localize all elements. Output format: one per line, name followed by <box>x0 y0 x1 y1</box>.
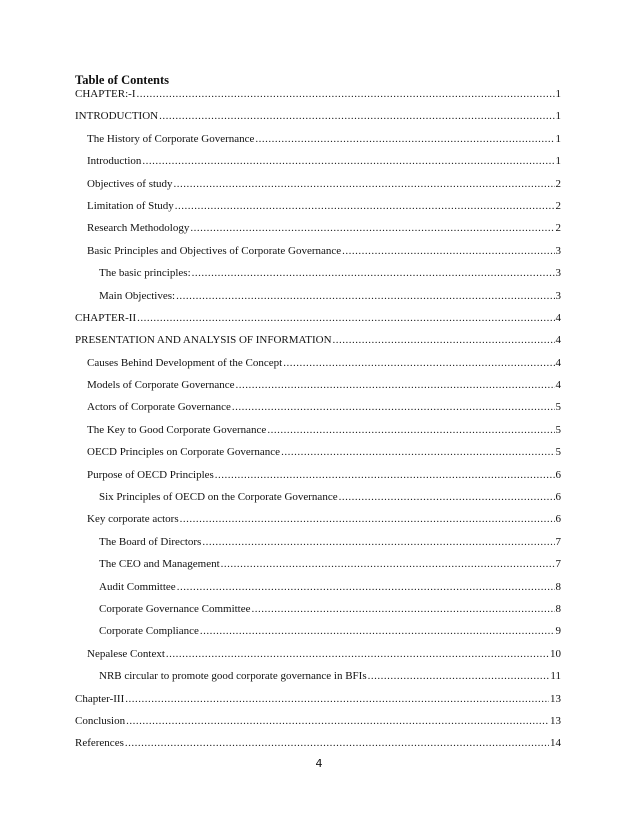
toc-entry-label: CHAPTER-II <box>75 311 137 324</box>
toc-entry-label: Audit Committee <box>99 580 176 593</box>
toc-entry[interactable] <box>75 714 561 736</box>
toc-entry-label: The History of Corporate Governance <box>87 132 255 145</box>
toc-entry-label: OECD Principles on Corporate Governance <box>87 446 281 459</box>
toc-dot-leader <box>142 154 554 168</box>
toc-entry-label: Objectives of study <box>87 177 173 190</box>
toc-dot-leader <box>200 624 555 638</box>
toc-dot-leader <box>166 647 549 661</box>
toc-entry-page: 2 <box>555 177 561 190</box>
toc-entry[interactable] <box>75 736 561 758</box>
toc-entry-page: 5 <box>555 446 561 459</box>
toc-dot-leader <box>137 311 554 325</box>
toc-entry-page: 2 <box>555 222 561 235</box>
toc-dot-leader <box>281 445 554 459</box>
toc-entry-label: PRESENTATION AND ANALYSIS OF INFORMATION <box>75 334 332 347</box>
toc-entry-label: The Key to Good Corporate Governance <box>87 423 267 436</box>
toc-entry[interactable] <box>75 221 561 243</box>
toc-entry-page: 3 <box>555 289 561 302</box>
page-number: 4 <box>315 757 323 770</box>
toc-dot-leader <box>342 244 554 258</box>
toc-dot-leader <box>137 87 555 101</box>
toc-entry-label: The CEO and Management <box>99 558 220 571</box>
toc-entry-label: CHAPTER:-I <box>75 88 136 100</box>
toc-dot-leader <box>267 423 554 437</box>
toc-entry[interactable] <box>75 557 561 579</box>
toc-dot-leader <box>368 669 550 683</box>
toc-entry-page: 10 <box>550 647 561 660</box>
toc-entry-label: INTRODUCTION <box>75 110 159 123</box>
toc-entry[interactable] <box>75 244 561 266</box>
toc-entry[interactable] <box>75 647 561 669</box>
toc-entry-label: Main Objectives: <box>99 289 176 302</box>
toc-entry-page: 1 <box>555 110 561 123</box>
toc-entry-page: 14 <box>550 737 561 750</box>
toc-entry-label: Causes Behind Development of the Concept <box>87 356 283 369</box>
toc-entry[interactable] <box>75 669 561 691</box>
toc-entry-page: 4 <box>555 379 561 392</box>
toc-entry-label: NRB circular to promote good corporate governance in BFIs <box>99 670 367 683</box>
toc-entry[interactable] <box>75 109 561 131</box>
toc-entry[interactable] <box>75 154 561 176</box>
toc-entry-label: Key corporate actors <box>87 513 179 526</box>
toc-dot-leader <box>255 132 554 146</box>
toc-dot-leader <box>283 356 554 370</box>
toc-dot-leader <box>333 333 555 347</box>
toc-entry[interactable] <box>75 535 561 557</box>
toc-dot-leader <box>252 602 555 616</box>
toc-dot-leader <box>180 512 555 526</box>
toc-entry-page: 1 <box>555 155 561 168</box>
toc-entry-label: Nepalese Context <box>87 647 165 660</box>
toc-entry-page: 4 <box>555 311 561 324</box>
toc-entry-label: Corporate Compliance <box>99 625 199 638</box>
toc-entry-label: Introduction <box>87 155 142 168</box>
toc-dot-leader <box>176 289 554 303</box>
toc-entry-label: Six Principles of OECD on the Corporate Governance <box>99 491 338 504</box>
toc-entry-page: 6 <box>555 491 561 504</box>
toc-dot-leader <box>202 535 554 549</box>
table-of-contents <box>75 87 561 759</box>
toc-entry[interactable] <box>75 378 561 400</box>
toc-dot-leader <box>126 714 549 728</box>
toc-dot-leader <box>190 221 554 235</box>
toc-dot-leader <box>221 557 555 571</box>
toc-dot-leader <box>232 400 555 414</box>
toc-entry-label: Limitation of Study <box>87 199 174 212</box>
toc-entry[interactable] <box>75 445 561 467</box>
toc-entry-page: 8 <box>555 580 561 593</box>
toc-title: Table of Contents <box>75 73 169 87</box>
toc-entry-label: Models of Corporate Governance <box>87 379 235 392</box>
toc-entry[interactable] <box>75 400 561 422</box>
toc-dot-leader <box>236 378 555 392</box>
toc-entry-page: 1 <box>555 88 561 100</box>
toc-entry-page: 5 <box>555 401 561 414</box>
toc-entry[interactable] <box>75 490 561 512</box>
toc-entry-page: 5 <box>555 423 561 436</box>
toc-entry[interactable] <box>75 468 561 490</box>
toc-entry-page: 3 <box>555 244 561 257</box>
toc-entry[interactable] <box>75 87 561 109</box>
toc-dot-leader <box>192 266 555 280</box>
toc-entry-page: 3 <box>555 267 561 280</box>
toc-entry[interactable] <box>75 602 561 624</box>
toc-entry-page: 6 <box>555 513 561 526</box>
toc-entry[interactable] <box>75 177 561 199</box>
toc-entry-label: Chapter-III <box>75 692 125 705</box>
toc-dot-leader <box>125 736 549 750</box>
toc-entry-page: 9 <box>555 625 561 638</box>
toc-entry-label: Conclusion <box>75 714 126 727</box>
toc-entry-page: 1 <box>555 132 561 145</box>
toc-entry[interactable] <box>75 311 561 333</box>
toc-entry-label: Basic Principles and Objectives of Corporate Governance <box>87 244 342 257</box>
toc-dot-leader <box>159 109 554 123</box>
toc-entry[interactable] <box>75 266 561 288</box>
toc-dot-leader <box>175 199 555 213</box>
toc-entry[interactable] <box>75 512 561 534</box>
toc-entry-page: 11 <box>550 670 561 683</box>
toc-entry[interactable] <box>75 423 561 445</box>
toc-entry-page: 2 <box>555 199 561 212</box>
toc-entry-page: 4 <box>555 356 561 369</box>
toc-entry-page: 7 <box>555 558 561 571</box>
toc-entry-label: References <box>75 737 124 750</box>
toc-entry[interactable] <box>75 333 561 355</box>
toc-dot-leader <box>339 490 555 504</box>
toc-entry-page: 4 <box>555 334 561 347</box>
toc-entry-page: 7 <box>555 535 561 548</box>
toc-dot-leader <box>215 468 555 482</box>
toc-entry[interactable] <box>75 289 561 311</box>
toc-entry-label: Purpose of OECD Principles <box>87 468 214 481</box>
toc-entry-label: Actors of Corporate Governance <box>87 401 231 414</box>
toc-dot-leader <box>125 692 549 706</box>
toc-entry[interactable] <box>75 624 561 646</box>
toc-entry-label: Research Methodology <box>87 222 190 235</box>
toc-entry-page: 8 <box>555 602 561 615</box>
toc-entry[interactable] <box>75 199 561 221</box>
toc-entry-page: 13 <box>550 692 561 705</box>
toc-entry-label: The Board of Directors <box>99 535 202 548</box>
toc-dot-leader <box>174 177 555 191</box>
toc-entry[interactable] <box>75 692 561 714</box>
toc-entry-page: 13 <box>550 714 561 727</box>
toc-entry-page: 6 <box>555 468 561 481</box>
toc-dot-leader <box>177 580 555 594</box>
toc-entry[interactable] <box>75 356 561 378</box>
toc-entry[interactable] <box>75 580 561 602</box>
toc-entry-label: The basic principles: <box>99 267 191 280</box>
toc-entry[interactable] <box>75 132 561 154</box>
toc-entry-label: Corporate Governance Committee <box>99 602 251 615</box>
